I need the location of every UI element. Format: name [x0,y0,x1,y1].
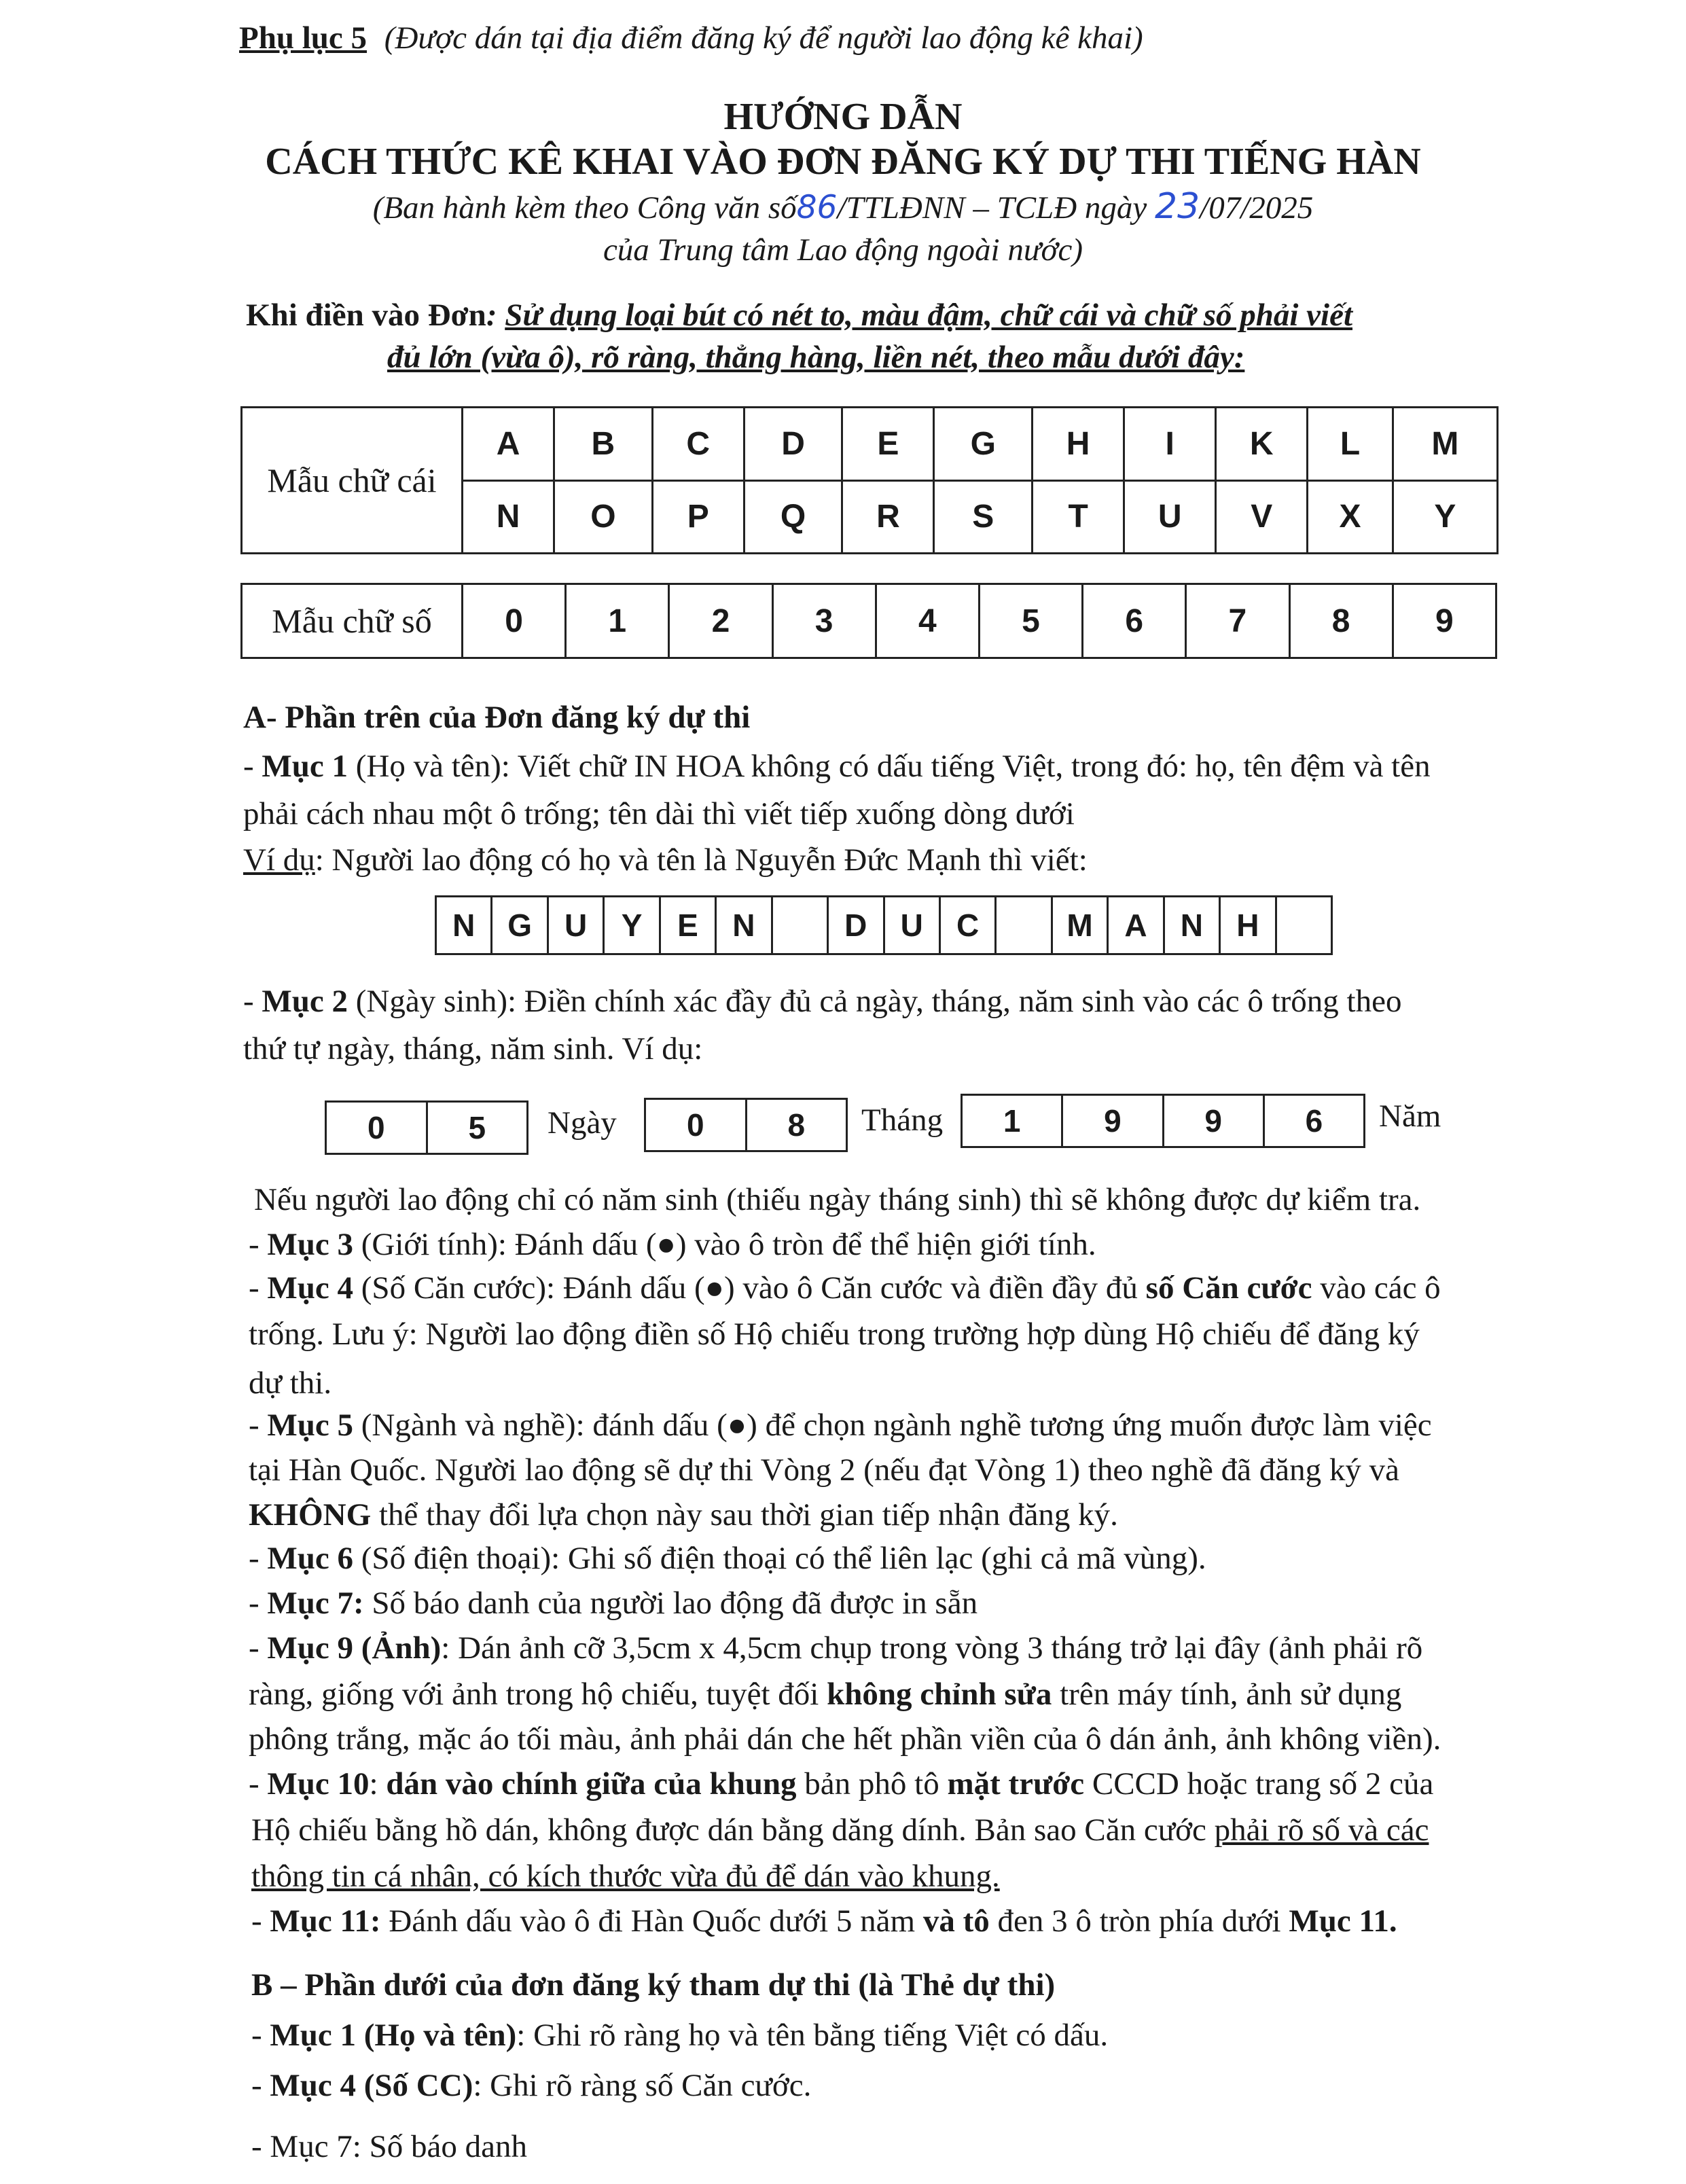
muc9-text-2c: trên máy tính, ảnh sử dụng [1052,1677,1402,1712]
digits-label: Mẫu chữ số [242,584,463,658]
day-label: Ngày [548,1105,617,1141]
muc11-text-a: Đánh dấu vào ô đi Hàn Quốc dưới 5 năm [380,1903,923,1939]
muc10-text-e: CCCD hoặc trang số 2 của [1084,1766,1434,1802]
digit-cell: 8 [1289,584,1393,658]
muc10-line1: - Mục 10: dán vào chính giữa của khung bản phô tô mặt trước CCCD hoặc trang số 2 của [249,1766,1434,1802]
muc9-label: Mục 9 (Ảnh) [267,1630,442,1666]
muc10-text-a: : [369,1766,387,1802]
year-digit-box: 1 [963,1096,1063,1146]
name-char-box: N [437,897,492,953]
b-muc1-label: Mục 1 (Họ và tên) [270,2018,517,2053]
letter-cell: E [842,408,934,481]
muc5-label: Mục 5 [267,1408,354,1443]
year-digit-box: 6 [1305,1103,1323,1139]
name-char-box: G [492,897,548,953]
day-digit-box: 0 [327,1103,428,1153]
letter-cell: N [463,480,554,554]
muc5-line3 [249,1494,1118,1535]
letter-cell: O [554,480,653,554]
digit-cell: 2 [669,584,772,658]
letter-cell: C [652,408,744,481]
b-muc4-label: Mục 4 (Số CC) [270,2068,473,2103]
muc4-text-a: (Số Căn cước): Đánh dấu (●) vào ô Căn cước và điền đầy đủ [353,1270,1146,1306]
muc4-line1: - Mục 4 (Số Căn cước): Đánh dấu (●) vào ô Căn cước và điền đầy đủ số Căn cước vào các ô [249,1270,1441,1306]
muc2-label: Mục 2 [262,984,348,1019]
name-char-box: Y [605,897,660,953]
name-char-box: N [1165,897,1221,953]
instruction-colon: : [486,298,505,333]
example-label: Ví dụ [243,842,315,878]
month-digit-box: 0 [646,1100,747,1150]
year-digit-box: 9 [1063,1096,1164,1146]
digits-sample-table [240,583,1497,659]
letter-cell: X [1308,480,1393,554]
muc11-label: Mục 11: [270,1903,381,1939]
b-muc1-text: : Ghi rõ ràng họ và tên bằng tiếng Việt có dấu. [516,2018,1109,2053]
muc2-note: Nếu người lao động chỉ có năm sinh (thiếu ngày tháng sinh) thì sẽ không được dự kiểm tra. [254,1182,1421,1217]
muc10-text-d: mặt trước [947,1766,1085,1802]
handwritten-doc-number: 86 [796,189,838,226]
muc4-text-b: số Căn cước [1145,1270,1312,1306]
letter-cell: L [1308,408,1393,481]
name-char-box [1277,897,1331,953]
letter-cell: Y [1393,480,1497,554]
birth-year-boxes [961,1094,1365,1148]
muc1-line1: - Mục 1 (Họ và tên): Viết chữ IN HOA không có dấu tiếng Việt, trong đó: họ, tên đệm và tên [243,749,1431,784]
b-muc4-text: : Ghi rõ ràng số Căn cước. [473,2068,812,2103]
muc6-label: Mục 6 [267,1541,354,1576]
b-muc7-text: Mục 7: Số báo danh [270,2129,527,2164]
handwritten-day: 23 [1155,186,1200,227]
name-char-box: H [1221,897,1276,953]
muc7-text: Số báo danh của người lao động đã được in sẵn [363,1586,978,1621]
month-digit-box: 8 [787,1107,806,1143]
muc3-line: - Mục 3 (Giới tính): Đánh dấu (●) vào ô tròn để thể hiện giới tính. [249,1227,1096,1262]
name-char-box: C [941,897,997,953]
muc7-line: - Mục 7: Số báo danh của người lao động đã được in sẵn [249,1586,978,1621]
muc5-line2: tại Hàn Quốc. Người lao động sẽ dự thi Vòng 2 (nếu đạt Vòng 1) theo nghề đã đăng ký và [249,1452,1399,1488]
month-label: Tháng [861,1103,944,1138]
name-char-box: U [549,897,605,953]
year-label: Năm [1379,1098,1441,1134]
letter-cell: U [1124,480,1216,554]
muc10-text-2a: Hộ chiếu bằng hồ dán, không được dán bằng dăng dính. Bản sao Căn cước [251,1812,1215,1848]
muc10-text-b: dán vào chính giữa của khung [386,1766,797,1802]
muc11-text-b: và tô [922,1903,990,1939]
muc7-label: Mục 7: [267,1586,364,1621]
digit-cell: 7 [1186,584,1289,658]
muc11-line: - Mục 11: Đánh dấu vào ô đi Hàn Quốc dưới 5 năm và tô đen 3 ô tròn phía dưới Mục 11. [251,1903,1397,1939]
digit-cell: 1 [566,584,669,658]
muc4-label: Mục 4 [267,1270,354,1306]
instruction-text-1: Sử dụng loại bút có nét to, màu đậm, chữ cái và chữ số phải viết [505,298,1353,333]
muc9-text-2b: không chỉnh sửa [827,1677,1052,1712]
name-char-box: E [661,897,717,953]
muc10-line3: thông tin cá nhân, có kích thước vừa đủ để dán vào khung. [251,1859,1000,1894]
muc2-text: (Ngày sinh): Điền chính xác đầy đủ cả ngày, tháng, năm sinh vào các ô trống theo [348,984,1402,1019]
digit-cell: 6 [1083,584,1186,658]
muc1-line2: phải cách nhau một ô trống; tên dài thì viết tiếp xuống dòng dưới [243,796,1075,831]
muc9-line3: phông trắng, mặc áo tối màu, ảnh phải dán che hết phần viền của ô dán ảnh, ảnh không viền). [249,1721,1441,1757]
letters-label: Mẫu chữ cái [242,408,463,554]
name-char-box [997,897,1052,953]
digit-cell: 5 [979,584,1082,658]
name-char-box: U [885,897,941,953]
digit-cell: 0 [463,584,566,658]
year-digit-box: 9 [1164,1096,1265,1146]
muc4-text-c: vào các ô [1312,1270,1441,1306]
day-digit-box: 5 [468,1110,486,1145]
b-muc4-line: - Mục 4 (Số CC): Ghi rõ ràng số Căn cước. [251,2068,812,2103]
muc6-text: (Số điện thoại): Ghi số điện thoại có thể liên lạc (ghi cả mã vùng). [353,1541,1206,1576]
muc1-text: (Họ và tên): Viết chữ IN HOA không có dấu tiếng Việt, trong đó: họ, tên đệm và tên [348,749,1431,784]
issued-mid: /TTLĐNN – TCLĐ ngày [837,190,1155,226]
muc5-text-3: thể thay đổi lựa chọn này sau thời gian tiếp nhận đăng ký. [371,1497,1118,1533]
issued-by: của Trung tâm Lao động ngoài nước) [603,232,1083,268]
section-a-heading: A- Phần trên của Đơn đăng ký dự thi [243,700,751,735]
digit-cell: 9 [1393,584,1496,658]
muc1-label: Mục 1 [262,749,348,784]
section-b-heading: B – Phần dưới của đơn đăng ký tham dự thi (là Thẻ dự thi) [251,1967,1056,2003]
muc3-label: Mục 3 [267,1227,354,1262]
muc10-line2 [251,1810,1429,1850]
letter-cell: A [463,408,554,481]
issued-line [0,186,1686,228]
instruction-line2 [387,337,1244,378]
muc4-line3: dự thi. [249,1365,332,1401]
muc6-line: - Mục 6 (Số điện thoại): Ghi số điện thoại có thể liên lạc (ghi cả mã vùng). [249,1541,1206,1576]
muc3-text: (Giới tính): Đánh dấu (●) vào ô tròn để thể hiện giới tính. [353,1227,1096,1262]
name-example-boxes [435,895,1333,955]
muc1-example [243,840,1088,880]
letter-cell: M [1393,408,1497,481]
name-char-box: A [1109,897,1164,953]
muc10-text-c: bản phô tô [796,1766,948,1802]
muc11-text-c: đen 3 ô tròn phía dưới [989,1903,1289,1939]
digit-cell: 3 [772,584,876,658]
b-muc7-line: - Mục 7: Số báo danh [251,2129,527,2164]
muc9-text-2a: ràng, giống với ảnh trong hộ chiếu, tuyệt đối [249,1677,827,1712]
muc11-text-d: Mục 11. [1289,1903,1397,1939]
name-char-box [773,897,829,953]
issued-suffix: /07/2025 [1200,190,1314,226]
muc2-line1: - Mục 2 (Ngày sinh): Điền chính xác đầy đủ cả ngày, tháng, năm sinh vào các ô trống theo [243,984,1402,1019]
muc10-text-2b: phải rõ số và các [1214,1812,1429,1848]
name-char-box: M [1053,897,1109,953]
digit-cell: 4 [876,584,979,658]
letter-cell: D [744,408,842,481]
birth-month-boxes [644,1098,848,1152]
document-title: HƯỚNG DẪN [723,96,963,138]
letter-cell: V [1216,480,1308,554]
muc5-khong: KHÔNG [249,1497,372,1533]
name-char-box: N [717,897,772,953]
appendix-note: (Được dán tại địa điểm đăng ký để người lao động kê khai) [384,20,1143,56]
letter-cell: S [934,480,1033,554]
appendix-label: Phụ lục 5 [239,20,367,56]
muc9-text: : Dán ảnh cỡ 3,5cm x 4,5cm chụp trong vòng 3 tháng trở lại đây (ảnh phải rõ [441,1630,1423,1666]
issued-prefix: (Ban hành kèm theo Công văn số [372,190,797,226]
instruction-text-2: đủ lớn (vừa ô), rõ ràng, thẳng hàng, liền nét, theo mẫu dưới đây: [387,340,1245,375]
birth-day-boxes [325,1100,528,1155]
muc5-line1: - Mục 5 (Ngành và nghề): đánh dấu (●) để chọn ngành nghề tương ứng muốn được làm việc [249,1408,1432,1443]
letter-cell: T [1033,480,1124,554]
example-text: : Người lao động có họ và tên là Nguyễn Đức Mạnh thì viết: [315,842,1088,878]
letter-cell: Q [744,480,842,554]
instruction-line1 [246,295,1352,336]
instruction-lead: Khi điền vào Đơn [246,298,486,333]
muc9-line2 [249,1674,1401,1715]
muc5-text: (Ngành và nghề): đánh dấu (●) để chọn ngành nghề tương ứng muốn được làm việc [353,1408,1432,1443]
muc2-line2: thứ tự ngày, tháng, năm sinh. Ví dụ: [243,1031,703,1067]
letter-cell: B [554,408,653,481]
b-muc1-line: - Mục 1 (Họ và tên): Ghi rõ ràng họ và tên bằng tiếng Việt có dấu. [251,2018,1109,2053]
letter-cell: R [842,480,934,554]
letter-cell: I [1124,408,1216,481]
letters-sample-table [240,406,1499,554]
letter-cell: G [934,408,1033,481]
document-subtitle: CÁCH THỨC KÊ KHAI VÀO ĐƠN ĐĂNG KÝ DỰ THI TIẾNG HÀN [265,141,1421,183]
name-char-box: D [829,897,884,953]
muc9-line1: - Mục 9 (Ảnh): Dán ảnh cỡ 3,5cm x 4,5cm chụp trong vòng 3 tháng trở lại đây (ảnh phải rõ [249,1630,1423,1666]
letter-cell: H [1033,408,1124,481]
letter-cell: K [1216,408,1308,481]
muc4-line2: trống. Lưu ý: Người lao động điền số Hộ chiếu trong trường hợp dùng Hộ chiếu để đăng ký [249,1317,1420,1352]
letter-cell: P [652,480,744,554]
appendix-line [239,18,1143,58]
muc10-label: Mục 10 [267,1766,370,1802]
